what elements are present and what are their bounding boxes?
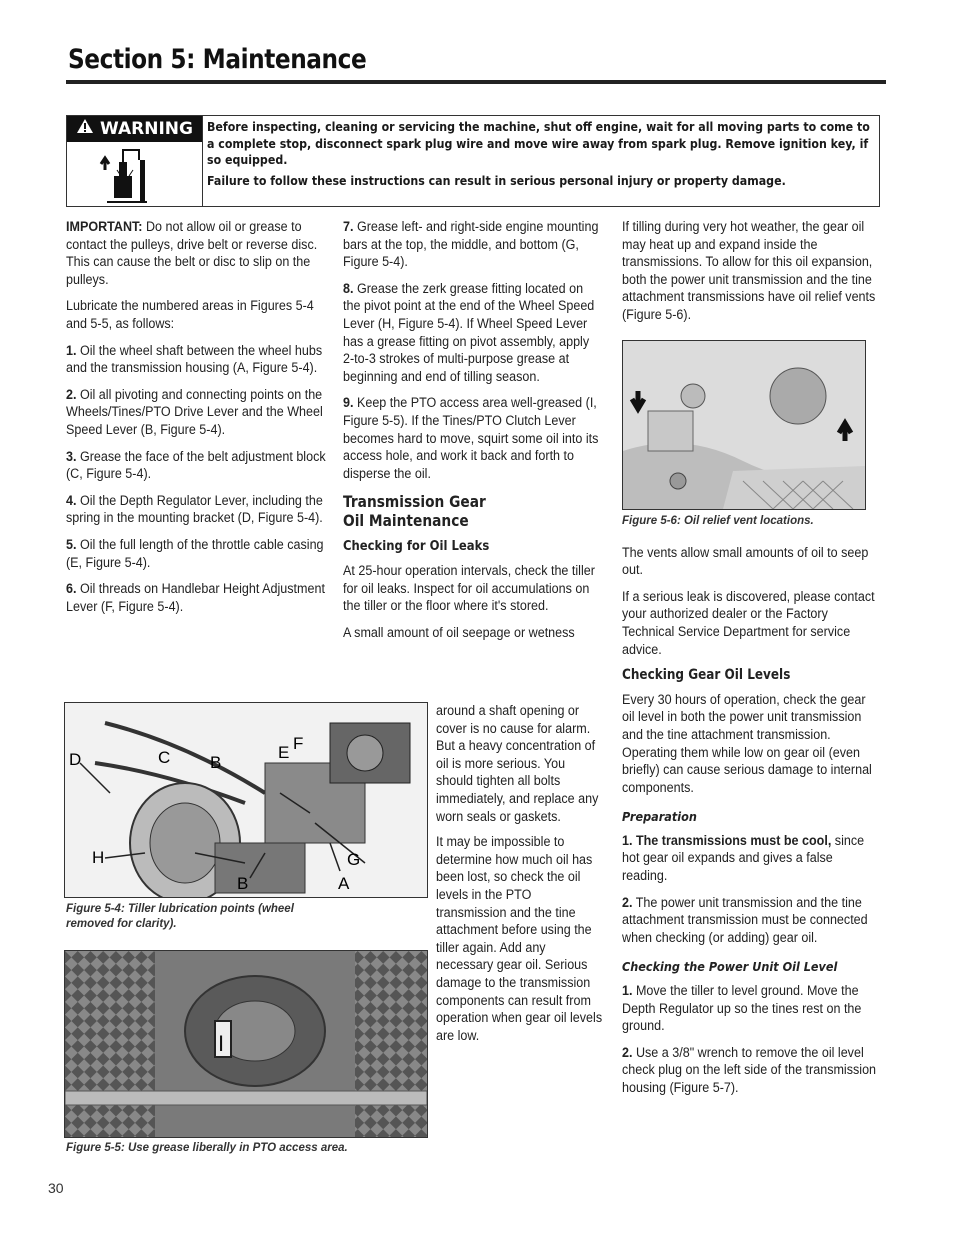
list-item [343,218,604,271]
page-number: 30 [48,1180,64,1196]
list-item [66,536,327,571]
wrap-column [436,702,606,1052]
hot-weather-paragraph: If tilling during very hot weather, the gear oil may heat up and expand inside the transmissions. To allow for this oil expansion, both the power unit transmission and the tine attachment transmissions have oil relief vents (Figure 5-6). [622,219,876,322]
prep-step-1 [622,832,881,885]
step-number: 2. [622,1044,633,1060]
label-C: C [158,748,171,767]
label-A: A [338,874,350,893]
step-number: 8. [343,280,354,296]
checking-oil-leaks-heading: Checking for Oil Leaks [343,538,490,555]
transmission-gear-heading: Transmission Gear Oil Maintenance [343,492,486,531]
prep-step-1-text: since hot gear oil expands and gives a false reading. [622,832,865,884]
prep-step-1-bold: 1. The transmissions must be cool, [622,832,832,848]
serious-leak-paragraph: If a serious leak is discovered, please contact your authorized dealer or the Factory Technical Service Department for service advice. [622,588,875,657]
step-text: Oil the Depth Regulator Lever, including the spring in the mounting bracket (D, Figure 5-4). [66,492,323,526]
title-rule [66,80,886,84]
step-number: 4. [66,492,77,508]
label-D: D [69,750,82,769]
step-number: 1. [622,983,633,999]
power-step-1 [622,982,881,1035]
warning-badge-label: WARNING [100,119,193,139]
oil-lost-paragraph: It may be impossible to determine how much oil has been lost, so check the oil levels in the PTO transmission and the tine attachment before using the tiller again. Add any necessary gear oil. Serious damage to the transmission components can result from operation when gear oil levels are low. [436,834,603,1043]
label-H: H [92,848,105,867]
step-text: Oil all pivoting and connecting points on the Wheels/Tines/PTO Drive Lever and the Wheel Speed Lever (B, Figure 5-4). [66,386,323,437]
label-E: E [278,743,290,762]
figure-5-6-image [622,340,866,510]
oil-seepage-start: A small amount of oil seepage or wetness [343,624,575,640]
warning-divider [202,116,203,206]
list-item [66,386,327,439]
step-text: The power unit transmission and the tine attachment transmission must be connected when checking (or adding) gear oil. [622,894,868,945]
figure-5-4-caption: Figure 5-4: Tiller lubrication points (wheel removed for clarity). [66,903,294,930]
step-number: 2. [66,386,77,402]
important-label: IMPORTANT: [66,219,143,234]
label-I: I [218,1031,225,1056]
step-number: 5. [66,536,77,552]
warning-text-2: Failure to follow these instructions can result in serious personal injury or property damage. [207,173,786,188]
warning-triangle-icon [76,116,94,142]
warning-badge [67,116,202,142]
spark-plug-disconnect-icon [67,142,202,206]
step-number: 2. [622,894,633,910]
list-item [343,394,604,482]
page-title: Section 5: Maintenance [68,44,367,75]
figure-5-4-image [64,702,428,898]
step-text: Use a 3/8" wrench to remove the oil level check plug on the left side of the transmission housing (Figure 5-7). [622,1044,877,1095]
lubricate-intro: Lubricate the numbered areas in Figures 5-4 and 5-5, as follows: [66,298,314,331]
checking-gear-oil-heading: Checking Gear Oil Levels [622,667,791,684]
column-2 [343,218,605,641]
step-text: Grease the face of the belt adjustment block (C, Figure 5-4). [66,448,326,482]
label-B: B [210,753,222,772]
preparation-heading: Preparation [622,809,697,825]
step-number: 6. [66,581,77,597]
power-unit-heading: Checking the Power Unit Oil Level [622,959,838,975]
prep-step-2 [622,894,881,947]
warning-text-1: Before inspecting, cleaning or servicing the machine, shut off engine, wait for all moving parts to come to a complete stop, disconnect spark plug wire and move wire away from spark plug. Remove ignition key, if so equipped. [207,120,870,167]
label-B: B [237,874,249,893]
step-number: 1. [66,342,77,358]
list-item [66,342,327,377]
figure-5-5-caption: Figure 5-5: Use grease liberally in PTO access area. [66,1142,348,1154]
important-note [66,218,327,288]
list-item [66,580,327,615]
step-text: Grease the zerk grease fitting located on the pivot point at the end of the Wheel Speed Lever (H, Figure 5-4). If Wheel Speed Lever has a grease fitting on pivot assembly, apply 2-to-3 strokes of multi-purpose grease at beginning and end of tilling season. [343,280,595,384]
figure-5-5-image [64,950,428,1138]
step-number: 9. [343,395,354,411]
step-text: Move the tiller to level ground. Move the Depth Regulator up so the tines rest on the ground. [622,983,862,1034]
important-text: Do not allow oil or grease to contact the pulleys, drive belt or reverse disc. This can cause the belt or disc to slip on the pulleys. [66,219,318,287]
label-G: G [347,850,361,869]
step-text: Oil the wheel shaft between the wheel hubs and the transmission housing (A, Figure 5-4). [66,342,323,376]
oil-seepage-rest: around a shaft opening or cover is no cause for alarm. But a heavy concentration of oil is more serious. You should tighten all bolts immediately, and replace any worn seals or gaskets. [436,703,599,824]
list-item [66,492,327,527]
warning-text [207,119,875,193]
step-text: Oil the full length of the throttle cable casing (E, Figure 5-4). [66,536,324,570]
step-text: Keep the PTO access area well-greased (I, Figure 5-5). If the Tines/PTO Clutch Lever becomes hard to move, squirt some oil into its access hole, and work it back and forth to disperse the oil. [343,395,599,481]
step-number: 7. [343,219,354,234]
step-text: Grease left- and right-side engine mounting bars at the top, the middle, and bottom (G, Figure 5-4). [343,219,599,270]
oil-leak-paragraph: At 25-hour operation intervals, check the tiller for oil leaks. Inspect for oil accumulations on the tiller or the floor where it's stored. [343,562,595,614]
column-1 [66,218,328,624]
vents-paragraph: The vents allow small amounts of oil to seep out. [622,544,869,578]
gear-oil-paragraph: Every 30 hours of operation, check the gear oil level in both the power unit transmission and the tine attachment transmission. Operating them while low on gear oil (even briefly) can cause serious damage to internal components. [622,691,872,795]
warning-box [66,115,880,207]
step-number: 3. [66,448,77,464]
figure-5-6-caption: Figure 5-6: Oil relief vent locations. [622,515,814,527]
power-step-2 [622,1044,881,1097]
label-F: F [293,734,304,753]
step-text: Oil threads on Handlebar Height Adjustment Lever (F, Figure 5-4). [66,581,325,614]
list-item [343,280,604,386]
list-item [66,448,327,483]
